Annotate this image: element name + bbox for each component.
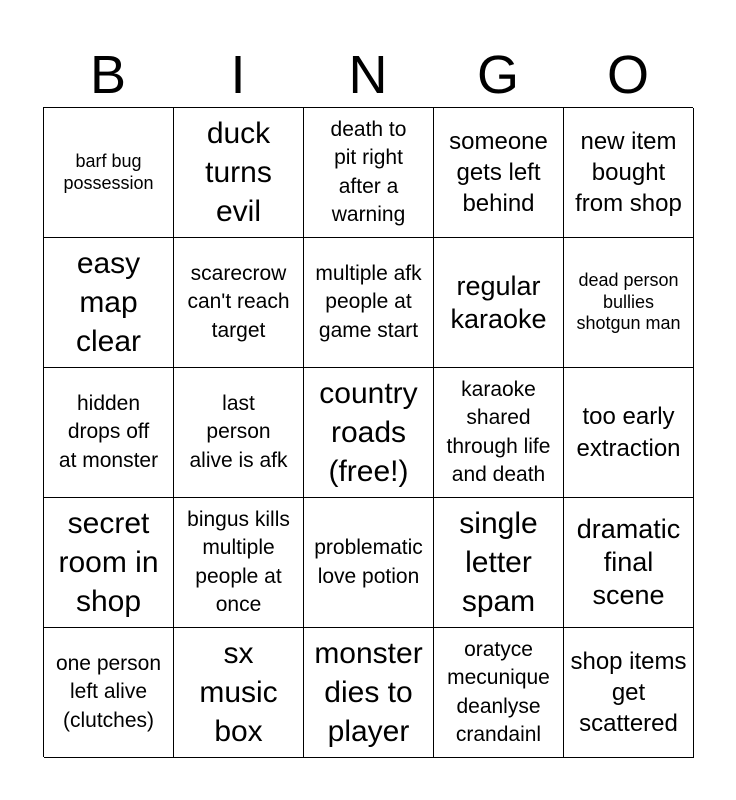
- cell-text: multiple afk people at game start: [315, 261, 422, 342]
- bingo-cell[interactable]: [564, 628, 694, 758]
- cell-text: new item bought from shop: [575, 127, 682, 218]
- bingo-board: [43, 107, 693, 757]
- cell-text: easy map clear: [75, 247, 142, 358]
- cell-text: death to pit right after a warning: [330, 117, 407, 226]
- bingo-title: [43, 44, 693, 106]
- bingo-cell[interactable]: [44, 628, 174, 758]
- bingo-cell[interactable]: [434, 368, 564, 498]
- bingo-cell[interactable]: [174, 498, 304, 628]
- cell-text: duck turns evil: [205, 117, 272, 228]
- cell-text: bingus kills multiple people at once: [187, 507, 290, 616]
- title-letter-i: I: [230, 45, 246, 105]
- cell-text: karaoke shared through life and death: [446, 377, 551, 486]
- bingo-cell[interactable]: [304, 628, 434, 758]
- cell-text: secret room in shop: [58, 507, 159, 618]
- bingo-cell[interactable]: [434, 498, 564, 628]
- bingo-cell[interactable]: [564, 368, 694, 498]
- cell-text: too early extraction: [576, 403, 681, 462]
- bingo-cell[interactable]: [304, 238, 434, 368]
- cell-text: dead person bullies shotgun man: [576, 270, 681, 334]
- cell-text: country roads (free!): [319, 377, 418, 488]
- cell-text: barf bug possession: [63, 150, 154, 193]
- cell-text: single letter spam: [459, 507, 538, 618]
- bingo-cell[interactable]: [304, 368, 434, 498]
- bingo-cell[interactable]: [44, 108, 174, 238]
- bingo-cell[interactable]: [304, 108, 434, 238]
- bingo-cell[interactable]: [174, 368, 304, 498]
- bingo-cell[interactable]: [174, 238, 304, 368]
- title-letter-b: B: [89, 45, 127, 105]
- cell-text: dramatic final scene: [576, 514, 681, 610]
- cell-text: oratyce mecunique deanlyse crandainl: [447, 637, 550, 746]
- bingo-cell[interactable]: [174, 108, 304, 238]
- bingo-cell[interactable]: [174, 628, 304, 758]
- cell-text: last person alive is afk: [189, 391, 288, 472]
- bingo-cell[interactable]: [44, 238, 174, 368]
- cell-text: monster dies to player: [314, 637, 423, 748]
- cell-text: shop items get scattered: [570, 647, 687, 738]
- bingo-cell[interactable]: [434, 238, 564, 368]
- bingo-cell[interactable]: [564, 498, 694, 628]
- bingo-cell[interactable]: [434, 628, 564, 758]
- bingo-cell[interactable]: [44, 368, 174, 498]
- cell-text: regular karaoke: [450, 270, 547, 334]
- bingo-cell[interactable]: [434, 108, 564, 238]
- cell-text: one person left alive (clutches): [55, 651, 162, 732]
- bingo-cell[interactable]: [564, 238, 694, 368]
- title-letter-g: G: [476, 45, 519, 105]
- cell-text: scarecrow can't reach target: [187, 261, 290, 342]
- title-letter-n: N: [348, 45, 388, 105]
- cell-text: hidden drops off at monster: [58, 391, 159, 472]
- bingo-cell[interactable]: [304, 498, 434, 628]
- cell-text: someone gets left behind: [449, 127, 548, 218]
- bingo-cell[interactable]: [44, 498, 174, 628]
- bingo-cell[interactable]: [564, 108, 694, 238]
- cell-text: problematic love potion: [314, 536, 423, 588]
- title-letter-o: O: [606, 45, 649, 105]
- cell-text: sx music box: [199, 637, 278, 748]
